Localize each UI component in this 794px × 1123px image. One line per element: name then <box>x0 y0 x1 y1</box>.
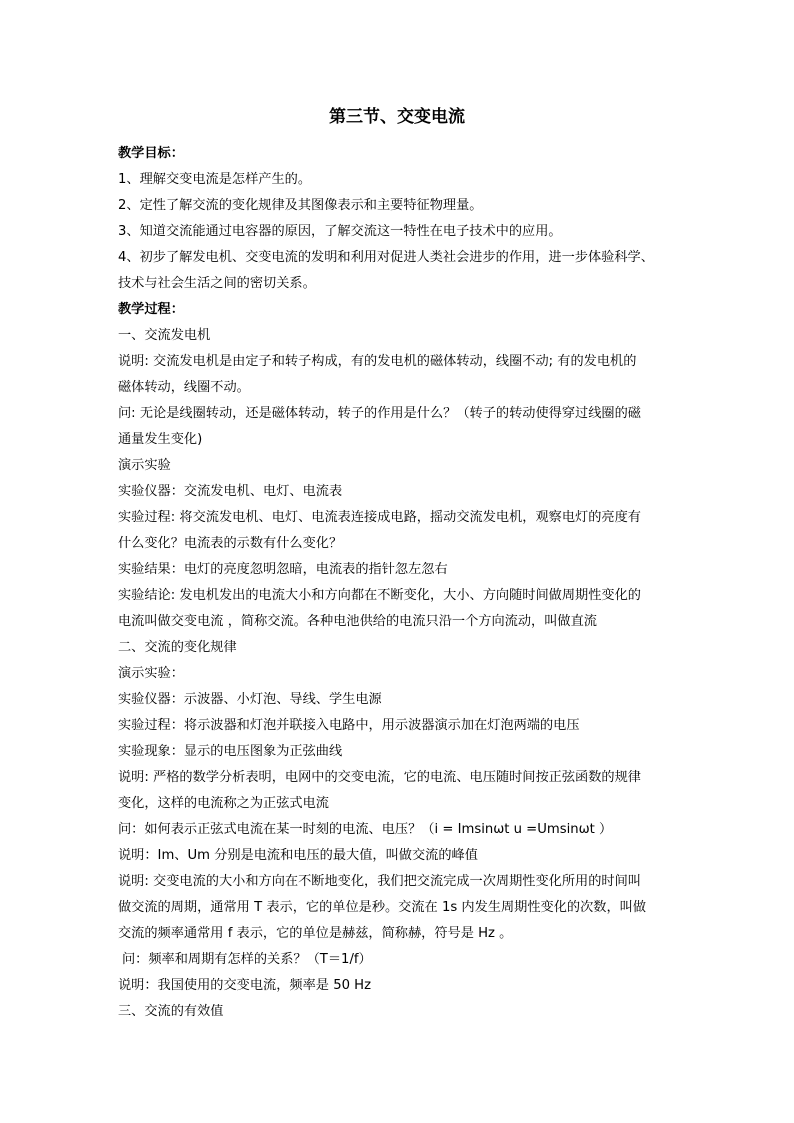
text-line: 问：频率和周期有怎样的关系？（T＝1/f） <box>122 952 372 967</box>
text-line: 通量发生变化) <box>118 432 203 447</box>
text-line: 演示实验： <box>118 666 184 681</box>
text-line: 说明：Im、Um 分别是电流和电压的最大值，叫做交流的峰值 <box>118 848 478 863</box>
text-line: 什么变化？电流表的示数有什么变化？ <box>118 536 343 551</box>
text-line: 实验仪器：示波器、小灯泡、导线、学生电源 <box>118 692 382 707</box>
page-title: 第三节、交变电流 <box>329 107 465 127</box>
text-line: 演示实验 <box>118 458 171 473</box>
text-line: 说明: 交流发电机是由定子和转子构成，有的发电机的磁体转动，线圈不动; 有的发电机的 <box>118 354 637 369</box>
text-line: 技术与社会生活之间的密切关系。 <box>118 276 316 291</box>
text-line: 说明：我国使用的交变电流，频率是 50 Hz <box>118 978 372 993</box>
text-line: 问: 无论是线圈转动，还是磁体转动，转子的作用是什么？（转子的转动使得穿过线圈的磁 <box>118 406 641 421</box>
text-line: 三、交流的有效值 <box>118 1004 224 1019</box>
document-body <box>118 141 680 1025</box>
text-line: 实验现象：显示的电压图象为正弦曲线 <box>118 744 343 759</box>
text-line: 说明: 严格的数学分析表明，电网中的交变电流，它的电流、电压随时间按正弦函数的规律 <box>118 770 641 785</box>
text-line: 实验结果：电灯的亮度忽明忽暗，电流表的指针忽左忽右 <box>118 562 448 577</box>
text-line: 一、交流发电机 <box>118 328 211 343</box>
text-line: 电流叫做交变电流 ，简称交流。各种电池供给的电流只沿一个方向流动，叫做直流 <box>118 614 597 629</box>
text-line: 实验结论: 发电机发出的电流大小和方向都在不断变化，大小、方向随时间做周期性变化的 <box>118 588 641 603</box>
text-line: 实验过程：将示波器和灯泡并联接入电路中，用示波器演示加在灯泡两端的电压 <box>118 718 580 733</box>
text-line: 3、知道交流能通过电容器的原因，了解交流这一特性在电子技术中的应用。 <box>118 224 562 239</box>
text-line: 4、初步了解发电机、交变电流的发明和利用对促进人类社会进步的作用，进一步体验科学、 <box>118 250 654 265</box>
text-line: 实验过程: 将交流发电机、电灯、电流表连接成电路，摇动交流发电机，观察电灯的亮度有 <box>118 510 641 525</box>
text-line: 磁体转动，线圈不动。 <box>118 380 250 395</box>
text-line: 说明: 交变电流的大小和方向在不断地变化，我们把交流完成一次周期性变化所用的时间叫 <box>118 874 641 889</box>
section-heading: 教学目标： <box>118 146 184 161</box>
text-line: 实验仪器：交流发电机、电灯、电流表 <box>118 484 343 499</box>
text-line: 2、定性了解交流的变化规律及其图像表示和主要特征物理量。 <box>118 198 483 213</box>
text-line: 二、交流的变化规律 <box>118 640 237 655</box>
text-line: 做交流的周期，通常用 T 表示，它的单位是秒。交流在 1s 内发生周期性变化的次数，叫做 <box>118 900 647 915</box>
text-line: 交流的频率通常用 f 表示，它的单位是赫兹，简称赫，符号是 Hz 。 <box>118 926 513 941</box>
text-line: 问：如何表示正弦式电流在某一时刻的电流、电压？（i = Imsinωt u =Umsinωt ） <box>118 822 613 837</box>
text-line: 1、理解交变电流是怎样产生的。 <box>118 172 312 187</box>
text-line: 变化，这样的电流称之为正弦式电流 <box>118 796 329 811</box>
section-heading: 教学过程： <box>118 302 184 317</box>
